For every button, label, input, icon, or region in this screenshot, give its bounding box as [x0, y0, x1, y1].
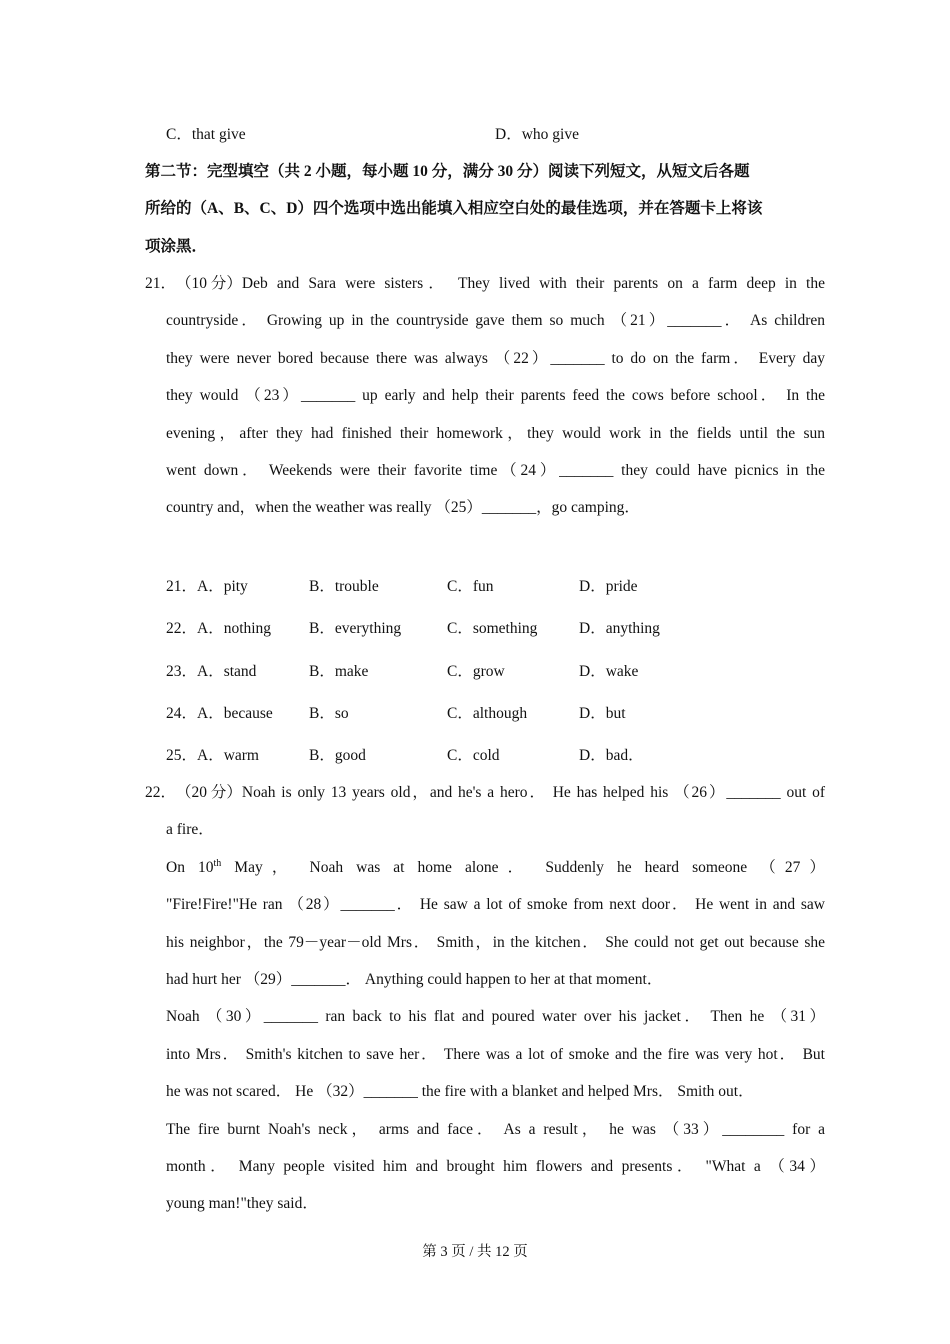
- passage-line: month． Many people visited him and brought him flowers and presents． "What a （34）: [166, 1158, 825, 1176]
- ordinal-suffix: th: [213, 857, 222, 869]
- passage-line: country and，when the weather was really （25）_______，go camping．: [166, 499, 640, 517]
- option-c: C．although: [447, 704, 528, 722]
- section-instructions: [145, 153, 825, 265]
- answer-options: [166, 566, 726, 777]
- option-d: D．pride: [579, 578, 638, 595]
- options-row-25: [166, 735, 726, 777]
- option-b: B．make: [309, 662, 369, 680]
- passage-text: May， Noah was at home alone． Suddenly he heard someone （27）: [221, 858, 826, 876]
- option-d: D．anything: [579, 620, 660, 638]
- question-22-points: （20 分）: [176, 784, 242, 801]
- question-21-points: （10 分）: [176, 275, 242, 292]
- passage-line: Noah （30）_______ ran back to his flat and poured water over his jacket． Then he （31）: [166, 1008, 825, 1026]
- option-a: 21．A．pity: [166, 578, 248, 595]
- option-d: D．but: [579, 704, 626, 722]
- passage-line: countryside． Growing up in the countryside gave them so much （21）_______． As children: [166, 312, 825, 330]
- passage-line: a fire．: [166, 821, 214, 839]
- section-line-2: 所给的（A、B、C、D）四个选项中选出能填入相应空白处的最佳选项，并在答题卡上将该: [145, 200, 763, 218]
- option-b: B．trouble: [309, 578, 379, 595]
- question-21-number: 21．: [145, 275, 177, 292]
- passage-line: they were never bored because there was always （22）_______ to do on the farm． Every day: [166, 349, 825, 367]
- date-text: On 10: [166, 858, 214, 876]
- passage-line: went down． Weekends were their favorite time（24）_______ they could have picnics in the: [166, 462, 825, 480]
- option-a: 24．A．because: [166, 704, 273, 722]
- option-d: D．wake: [579, 662, 639, 680]
- option-c: C．cold: [447, 747, 500, 765]
- option-c: C．grow: [447, 662, 505, 680]
- passage-line: young man!"they said．: [166, 1195, 318, 1213]
- option-d-who-give: D．who give: [495, 126, 579, 143]
- option-d: D．bad．: [579, 747, 644, 765]
- passage-line: his neighbor，the 79－year－old Mrs． Smith，in the kitchen． She could not get out because she: [166, 933, 825, 951]
- question-22-passage: [145, 774, 825, 1223]
- passage-line: they would （23）_______ up early and help their parents feed the cows before school． In the: [166, 387, 825, 405]
- option-b: B．so: [309, 704, 349, 722]
- passage-line: [145, 849, 825, 886]
- options-row-23: [166, 651, 726, 693]
- passage-line: had hurt her （29）_______． Anything could happen to her at that moment．: [166, 971, 663, 989]
- option-a: 23．A．stand: [166, 662, 257, 680]
- option-b: B．good: [309, 747, 366, 765]
- options-row-21: [166, 566, 726, 608]
- option-c-that-give: C．that give: [166, 126, 246, 143]
- passage-line: "Fire!Fire!"He ran （28）_______． He saw a lot of smoke from next door． He went in and saw: [166, 896, 825, 914]
- passage-line: into Mrs． Smith's kitchen to save her． There was a lot of smoke and the fire was very hot． But: [166, 1045, 825, 1063]
- option-b: B．everything: [309, 620, 402, 638]
- section-line-3: 项涂黑．: [145, 237, 208, 255]
- option-a: 22．A．nothing: [166, 620, 272, 638]
- passage-line: he was not scared． He （32）_______ the fire with a blanket and helped Mrs． Smith out．: [166, 1083, 754, 1101]
- question-22-number: 22．: [145, 784, 177, 801]
- question-21-passage: [145, 265, 825, 527]
- section-line-1: 第二节：完型填空（共 2 小题，每小题 10 分，满分 30 分）阅读下列短文，从短文后各题: [145, 163, 750, 180]
- passage-line: The fire burnt Noah's neck， arms and face． As a result， he was （33）________ for a: [166, 1120, 825, 1138]
- option-c: C．fun: [447, 578, 494, 595]
- question-22-first-line: [145, 774, 825, 811]
- passage-line: Noah is only 13 years old，and he's a hero． He has helped his （26）_______ out of: [241, 784, 825, 801]
- options-row-24: [166, 693, 726, 735]
- question-21-first-line: [145, 265, 825, 302]
- passage-line: Deb and Sara were sisters． They lived with their parents on a farm deep in the: [241, 275, 825, 292]
- page-footer: 第 3 页 / 共 12 页: [422, 1244, 528, 1260]
- option-c: C．something: [447, 620, 538, 638]
- option-a: 25．A．warm: [166, 747, 259, 765]
- options-row-22: [166, 608, 726, 650]
- passage-line: evening，after they had finished their homework，they would work in the fields until the sun: [166, 424, 825, 442]
